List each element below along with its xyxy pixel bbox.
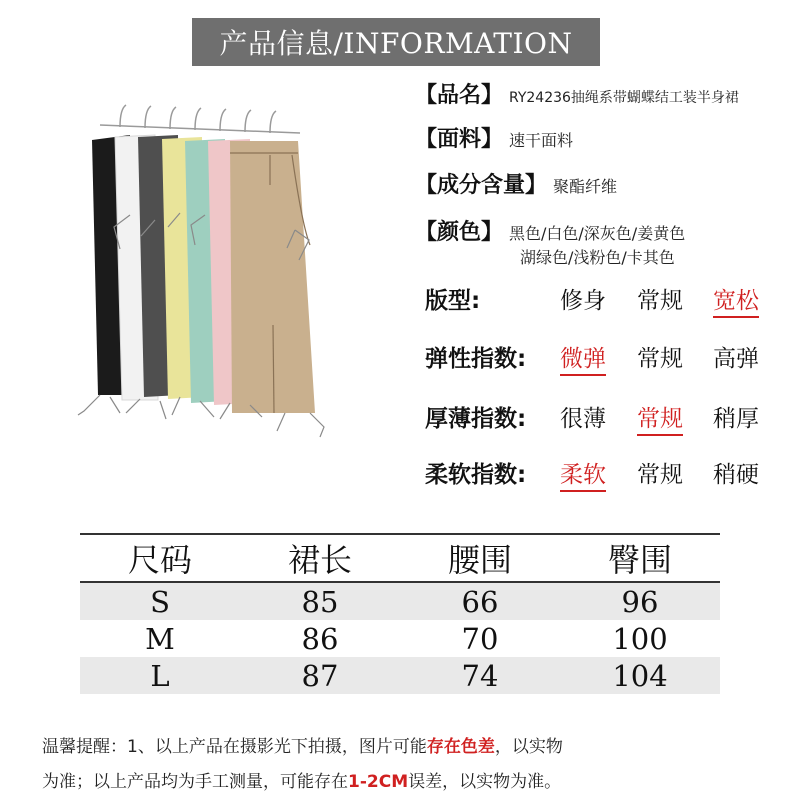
rating-elasticity-option-3: 高弹: [713, 346, 759, 372]
rating-thickness-option-1: 很薄: [560, 406, 606, 432]
table-cell: 104: [560, 657, 720, 694]
info-header-title: 产品信息/INFORMATION: [219, 27, 573, 60]
table-cell: 96: [560, 582, 720, 620]
size-table: [80, 533, 720, 694]
note-line-2-text-a: 为准；以上产品均为手工测量，可能存在: [42, 772, 348, 792]
spec-composition-value: 聚酯纤维: [553, 177, 618, 196]
table-cell: 74: [400, 657, 560, 694]
spec-composition: [415, 168, 617, 199]
rating-softness-option-1: 柔软: [560, 456, 606, 492]
size-header-length: 裙长: [240, 534, 400, 582]
rating-elasticity-option-1: 微弹: [560, 340, 606, 376]
spec-composition-label: 【成分含量】: [415, 173, 548, 198]
size-header-waist: 腰围: [400, 534, 560, 582]
note-line-1-text-b: ，以实物: [494, 737, 563, 757]
rating-fit-label: 版型:: [425, 288, 481, 314]
spec-name-label: 【品名】: [415, 83, 504, 108]
rating-elasticity-option-2: 常规: [637, 346, 683, 372]
note-line-1-highlight: 存在色差: [426, 737, 495, 757]
spec-fabric: [415, 122, 573, 153]
rating-thickness-option-2: 常规: [637, 400, 683, 436]
note-line-1: [42, 732, 563, 757]
table-cell: 86: [301, 621, 339, 656]
table-cell: 66: [400, 582, 560, 620]
size-header-hip: 臀围: [560, 534, 720, 582]
table-cell: 85: [240, 582, 400, 620]
table-cell: M: [145, 621, 175, 656]
table-row: [80, 657, 720, 694]
spec-colors-value-1: 黑色/白色/深灰色/姜黄色: [509, 224, 686, 243]
table-cell: 70: [461, 621, 499, 656]
note-line-2: [42, 767, 561, 792]
table-cell: S: [80, 582, 240, 620]
note-line-1-text-a: 温馨提醒：1、以上产品在摄影光下拍摄，图片可能: [42, 737, 427, 757]
spec-colors-label: 【颜色】: [415, 220, 504, 245]
table-row: [80, 582, 720, 620]
rating-fit-option-3: 宽松: [713, 282, 759, 318]
size-table-header-row: [80, 534, 720, 582]
rating-thickness-option-3: 稍厚: [713, 406, 759, 432]
spec-fabric-value: 速干面料: [509, 131, 574, 150]
rating-elasticity-label: 弹性指数:: [425, 346, 527, 372]
note-line-2-text-b: 误差，以实物为准。: [408, 772, 562, 792]
info-header: [192, 18, 600, 66]
size-header-size: 尺码: [80, 534, 240, 582]
rating-softness-label: 柔软指数:: [425, 462, 527, 488]
rating-softness-option-2: 常规: [637, 462, 683, 488]
table-row: [80, 620, 720, 657]
rating-softness-option-3: 稍硬: [713, 462, 759, 488]
spec-colors-value-2: 湖绿色/浅粉色/卡其色: [520, 248, 675, 267]
spec-name: [415, 78, 739, 109]
table-cell: 87: [240, 657, 400, 694]
spec-colors: [415, 215, 685, 246]
rating-fit-option-2: 常规: [637, 288, 683, 314]
table-cell: 100: [612, 621, 668, 656]
spec-fabric-label: 【面料】: [415, 127, 504, 152]
spec-name-value: RY24236抽绳系带蝴蝶结工装半身裙: [509, 90, 739, 106]
rating-fit-option-1: 修身: [560, 288, 606, 314]
rating-thickness-label: 厚薄指数:: [425, 406, 527, 432]
note-line-2-highlight: 1-2CM: [348, 772, 409, 792]
table-cell: L: [80, 657, 240, 694]
product-photo: [70, 95, 390, 455]
